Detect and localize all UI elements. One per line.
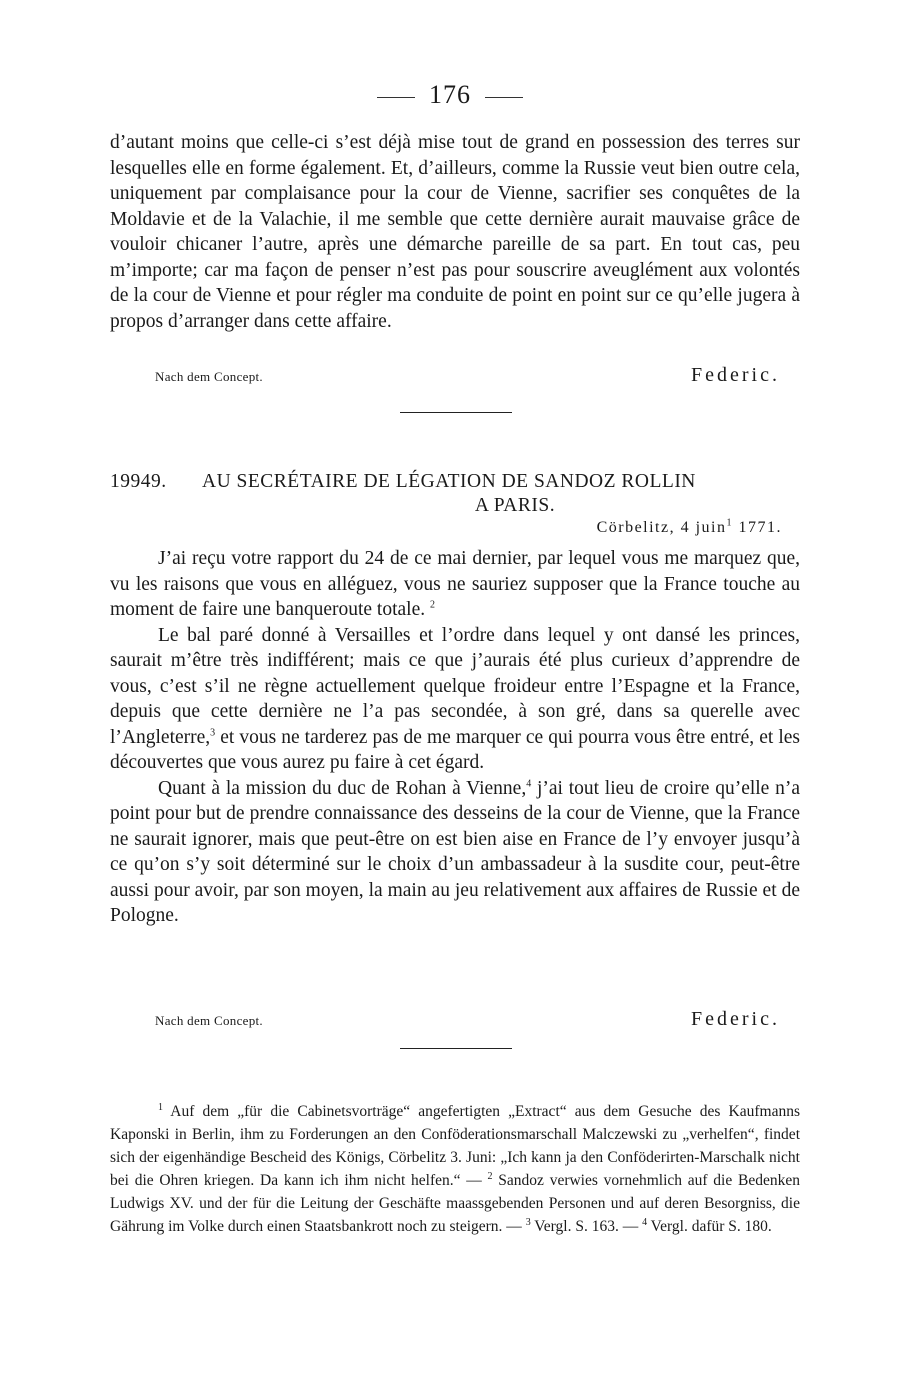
paragraph-text: j’ai tout lieu de croire qu’elle n’a point pour but de prendre connaissance des desseins de la cour de Vienne, que la France ne saurait ignorer, mais que peut-être on est bien aise en France de l’y envoyer jusqu’à ce qu’on s’y soit déterminé sur le choix d’un ambassadeur à la susdite cour, peut-être aussi pour avoir, par son moyen, la main au jeu relativement aux affaires de Russie et de Pologne. — [110, 777, 800, 926]
section-divider — [400, 1048, 512, 1049]
header-dash-right — [485, 97, 523, 98]
letter-paragraph-1 — [110, 546, 800, 623]
paragraph-text: Le bal paré donné à Versailles et l’ordre dans lequel y ont dansé les princes, saurait m’être très indifférent; mais ce que j’aurais été plus curieux d’apprendre de vous, c’est s’il ne règne actuellement quelque froideur entre l’Espagne et la France, depuis que cette dernière ne l’a pas secondée, à son gré, dans sa querelle avec l’Angleterre, — [110, 624, 800, 748]
letter-title-line1: AU SECRÉTAIRE DE LÉGATION DE SANDOZ ROLLIN — [202, 471, 696, 492]
footnote-2: Sandoz verwies vornehmlich auf die Bedenken Ludwigs XV. und der für die Leitung der Geschäfte maassgebenden Personen und auf deren Besorgniss, die Gährung im Volke durch einen Staatsbankrott noch zu steigern. — — [110, 1172, 800, 1235]
letter-number: 19949. — [110, 471, 167, 492]
footnote-4: Vergl. dafür S. 180. — [647, 1218, 772, 1235]
page-number: 176 — [429, 80, 471, 109]
header-dash-left — [377, 97, 415, 98]
previous-letter-body — [110, 130, 800, 334]
source-note: Nach dem Concept. — [155, 1013, 263, 1028]
source-note: Nach dem Concept. — [155, 369, 263, 384]
signature: Federic. — [691, 1008, 780, 1030]
dateline-place-date: Cörbelitz, 4 juin — [596, 519, 727, 536]
letter-paragraph-2 — [110, 623, 800, 776]
footnote-ref: 1 — [726, 517, 733, 529]
footnote-ref: 4 — [526, 778, 532, 789]
paragraph-text: et vous ne tarderez pas de me marquer ce qui pourra vous être entré, et les découvertes que vous aurez pu faire à cet égard. — [110, 726, 800, 773]
letter-body — [110, 546, 800, 929]
footnote-ref: 3 — [210, 727, 216, 738]
footnote-1: Auf dem „für die Cabinetsvorträge“ angefertigten „Extract“ aus dem Gesuche des Kaufmanns Kaponski in Berlin, ihm zu Forderungen an den Conföderationsmarschall Malczewski zu „verhelfen“, findet sich der eigenhändige Bescheid des Königs, Cörbelitz 3. Juni: „Ich kann ja den Conföderirten-Marschalk nicht bei die Ohren kriegen. Da kann ich ihm nicht helfen.“ — — [110, 1103, 800, 1189]
page-header — [0, 80, 900, 110]
footnote-marker: 4 — [642, 1216, 648, 1228]
previous-letter-closing — [155, 364, 780, 387]
paragraph-text: Quant à la mission du duc de Rohan à Vienne, — [158, 777, 527, 799]
previous-letter-paragraph: d’autant moins que celle-ci s’est déjà mise tout de grand en possession des terres sur lesquelles elle en forme également. Et, d’ailleurs, comme la Russie veut bien outre cela, uniquement par complaisance pour la cour de Vienne, sacrifier ses conquêtes de la Moldavie et de la Valachie, il me semble que cette dernière aurait mauvaise grâce de vouloir chicaner l’autre, après une démarche pareille de sa part. En tout cas, peu m’importe; car ma façon de penser n’est pas pour souscrire aveuglément aux volontés de la cour de Vienne et pour régler ma conduite de point en point sur ce qu’elle jugera à propos d’arranger dans cette affaire. — [110, 132, 800, 332]
footnote-3: Vergl. S. 163. — — [530, 1218, 643, 1235]
footnote-ref: 2 — [430, 599, 435, 611]
footnote-marker: 1 — [158, 1101, 163, 1113]
paragraph-text: J’ai reçu votre rapport du 24 de ce mai dernier, par lequel vous me marquez que, vu les raisons que vous en alléguez, vous ne sauriez supposer que la France touche au moment de faire une banqueroute totale. — [110, 548, 800, 620]
signature: Federic. — [691, 364, 780, 386]
footnotes — [110, 1100, 800, 1238]
dateline — [597, 519, 782, 537]
section-divider — [400, 412, 512, 413]
letter-title-line2: A PARIS. — [474, 495, 556, 516]
dateline-year: 1771. — [733, 519, 782, 536]
letter-heading — [110, 470, 800, 518]
letter-paragraph-3 — [110, 776, 800, 929]
footnote-marker: 3 — [525, 1216, 531, 1228]
footnote-marker: 2 — [487, 1170, 493, 1182]
letter-closing — [155, 1008, 780, 1031]
footnote-paragraph — [110, 1100, 800, 1238]
